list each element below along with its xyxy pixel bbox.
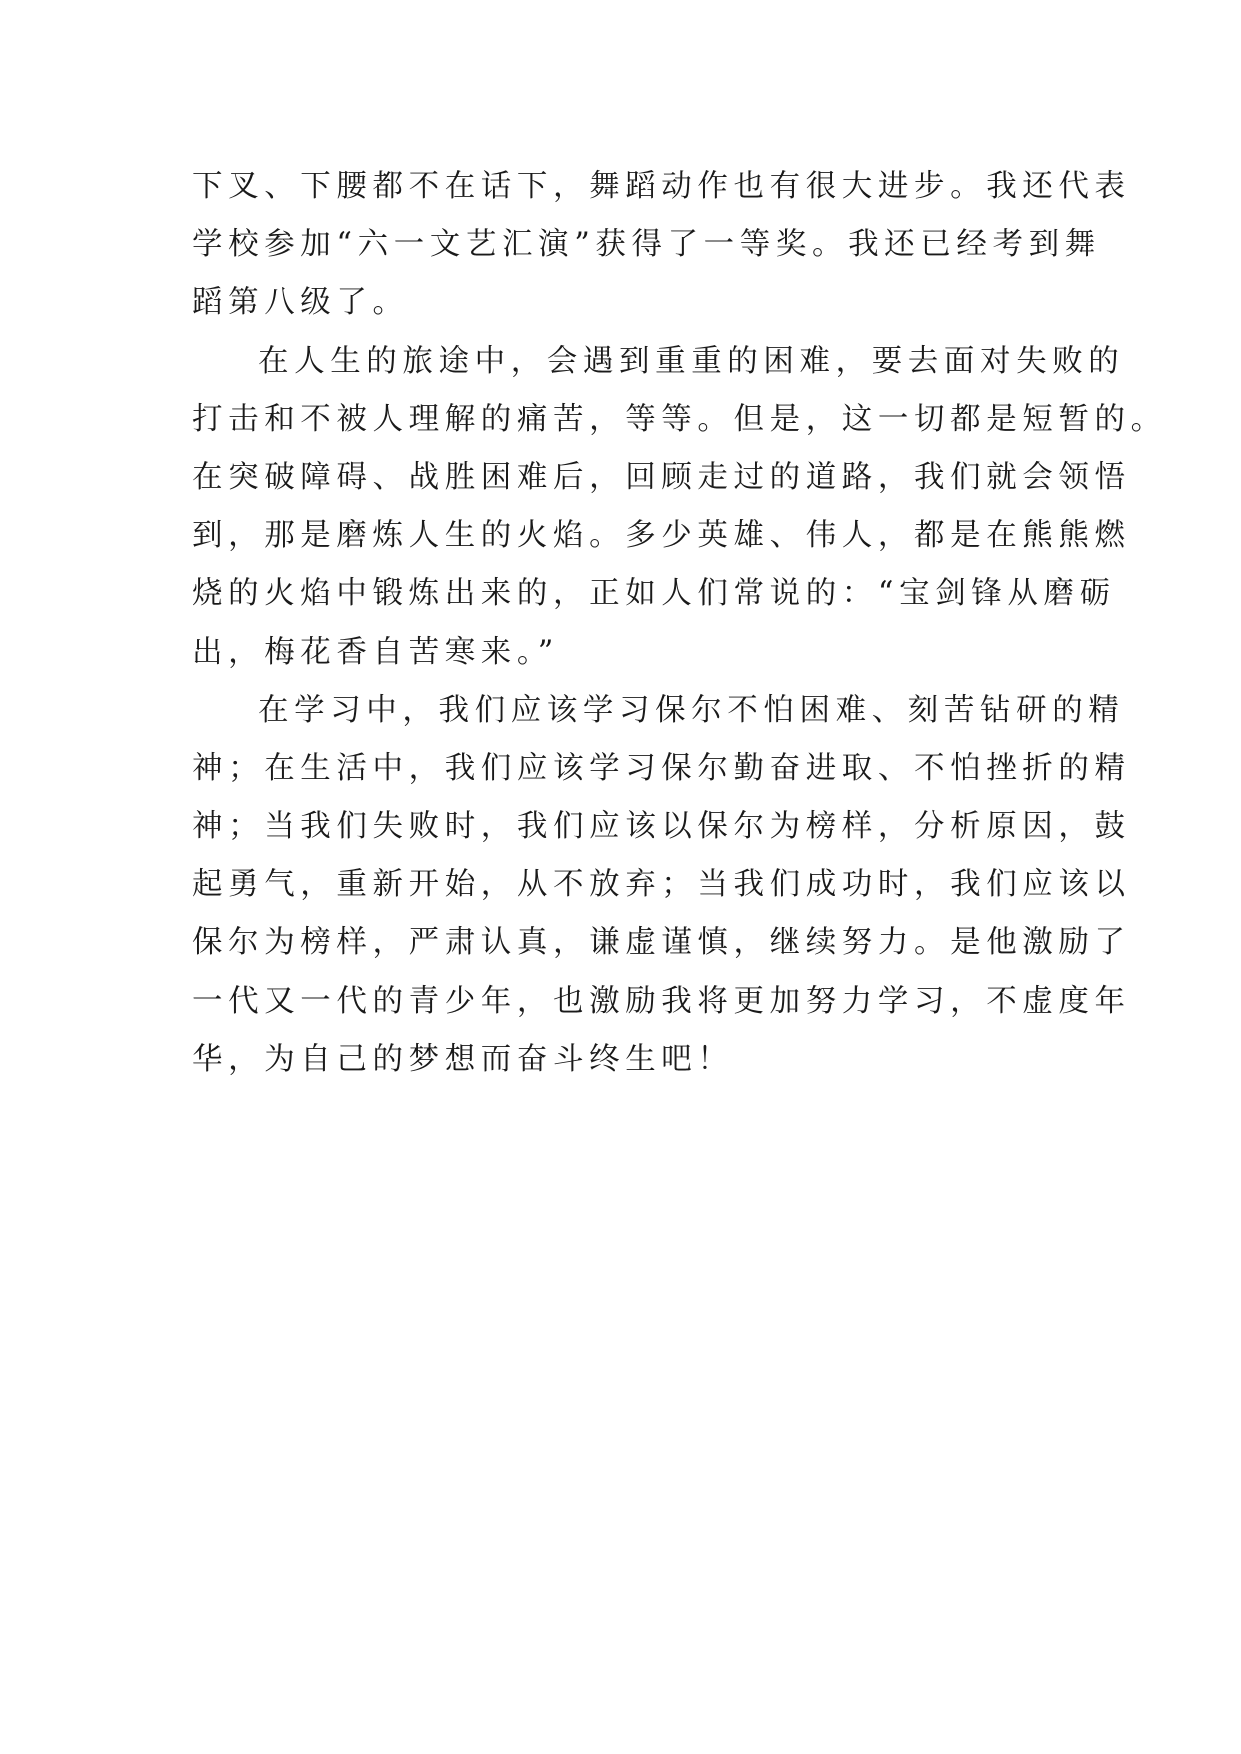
- text-line: 在突破障碍、战胜困难后，回顾走过的道路，我们就会领悟: [192, 459, 1131, 495]
- text-line: 下叉、下腰都不在话下，舞蹈动作也有很大进步。我还代表: [192, 169, 1131, 204]
- text-line: 神；当我们失败时，我们应该以保尔为榜样，分析原因，鼓: [192, 809, 1131, 845]
- text-line: 学校参加“六一文艺汇演”获得了一等奖。我还已经考到舞: [192, 227, 1101, 263]
- text-line: 烧的火焰中锻炼出来的，正如人们常说的：“宝剑锋从磨砺: [192, 576, 1116, 612]
- text-line: 打击和不被人理解的痛苦，等等。但是，这一切都是短暂的。: [192, 401, 1167, 437]
- text-line: 出，梅花香自苦寒来。”: [192, 634, 559, 670]
- text-line: 保尔为榜样，严肃认真，谦虚谨慎，继续努力。是他激励了: [192, 925, 1131, 961]
- text-line: 到，那是磨炼人生的火焰。多少英雄、伟人，都是在熊熊燃: [192, 518, 1131, 554]
- text-line: 一代又一代的青少年，也激励我将更加努力学习，不虚度年: [192, 983, 1131, 1019]
- text-line: 起勇气，重新开始，从不放弃；当我们成功时，我们应该以: [192, 867, 1131, 903]
- text-line: 蹈第八级了。: [192, 285, 409, 321]
- paragraph-first-line: 在人生的旅途中，会遇到重重的困难，要去面对失败的: [258, 343, 1125, 379]
- paragraph-first-line: 在学习中，我们应该学习保尔不怕困难、刻苦钻研的精: [258, 692, 1125, 728]
- text-line: 神；在生活中，我们应该学习保尔勤奋进取、不怕挫折的精: [192, 750, 1131, 786]
- body-text: [192, 158, 1167, 1089]
- text-line: 华，为自己的梦想而奋斗终生吧！: [192, 1041, 734, 1077]
